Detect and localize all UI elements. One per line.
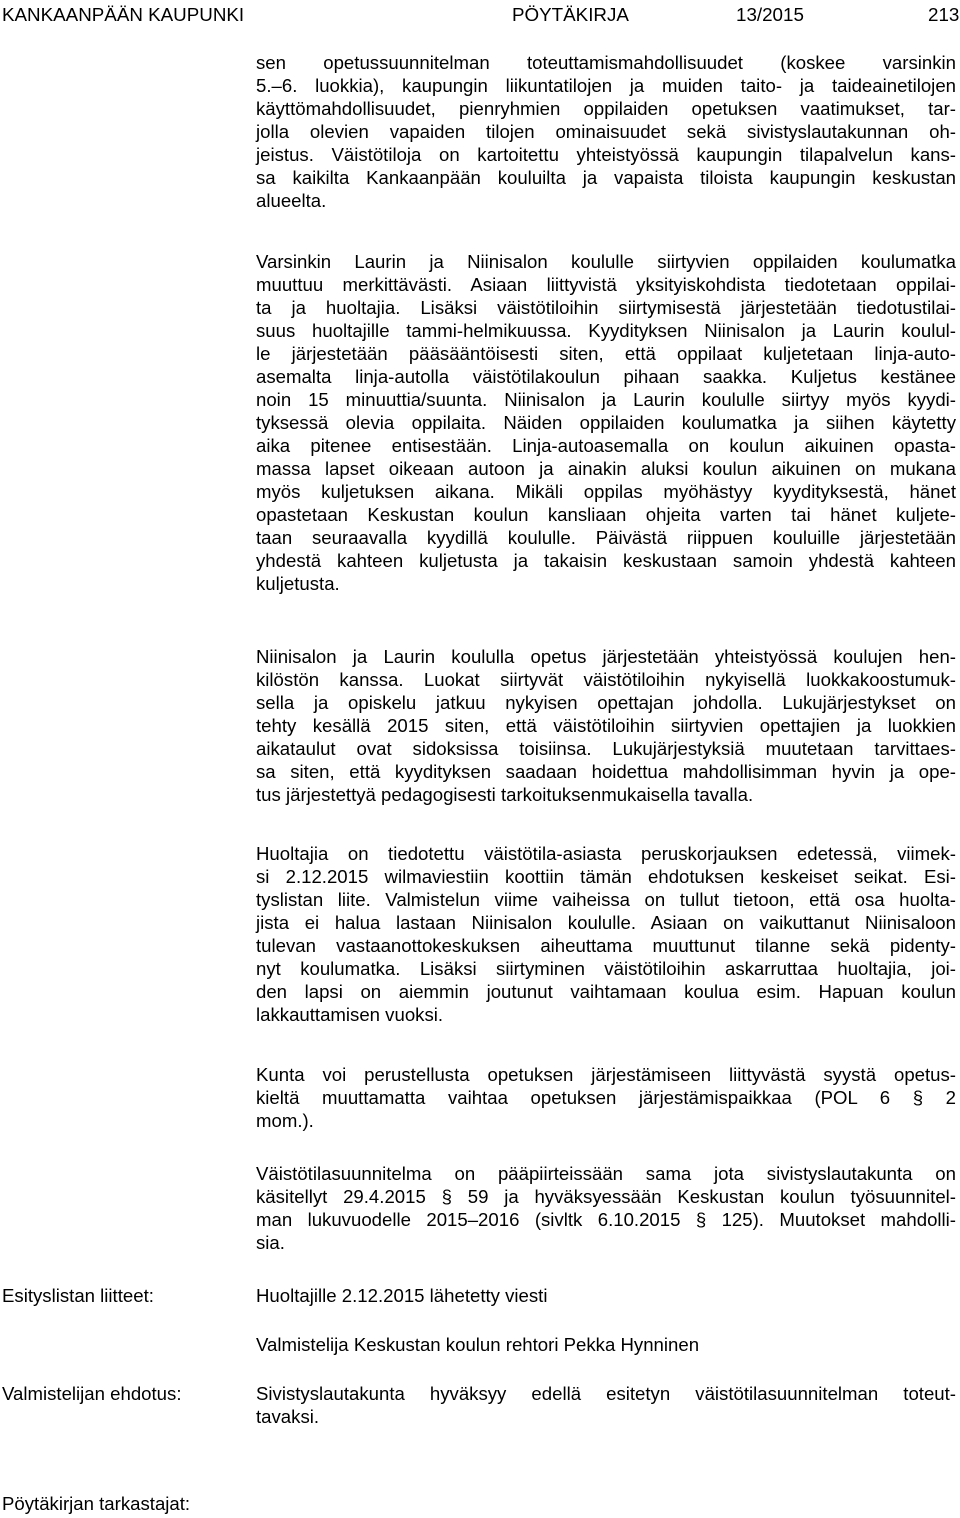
text-line: si 2.12.2015 wilmaviestiin koottiin tämän ehdotuksen keskeiset seikat. Esi- (256, 866, 956, 887)
text-line: taan seuraavalla kyydillä koululle. Päivästä riippuen kouluille järjestetään (256, 527, 956, 548)
paragraph-4 (256, 842, 956, 1026)
text-line: suus huoltajille tammi-helmikuussa. Kyydityksen Niinisalon ja Laurin koulul- (256, 320, 956, 341)
text-line: Kunta voi perustellusta opetuksen järjestämiseen liittyvästä syystä opetus- (256, 1064, 956, 1085)
paragraph-3 (256, 645, 956, 806)
text-line: kuljetusta. (256, 573, 340, 594)
text-line: ta ja huoltajia. Lisäksi väistötiloihin siirtymisestä järjestetään tiedotustilai- (256, 297, 956, 318)
text-line: sen opetussuunnitelman toteuttamismahdollisuudet (koskee varsinkin (256, 52, 956, 73)
text-line: kieltä muuttamatta vaihtaa opetuksen järjestämispaikkaa (POL 6 § 2 (256, 1087, 956, 1108)
attachment-item: Huoltajille 2.12.2015 lähetetty viesti (256, 1285, 548, 1306)
document-type: PÖYTÄKIRJA (512, 4, 629, 25)
text-line: tulevan vastaanottokeskuksen aiheuttama muuttunut tilanne sekä pidenty- (256, 935, 956, 956)
text-line: Huoltajia on tiedotettu väistötila-asiasta peruskorjauksen edetessä, viimek- (256, 843, 956, 864)
text-line: sia. (256, 1232, 285, 1253)
text-line: muuttuu merkittävästi. Asiaan liittyvistä yksityiskohdista tiedotetaan oppilai- (256, 274, 956, 295)
proposal-label: Valmistelijan ehdotus: (2, 1383, 182, 1404)
paragraph-5 (256, 1063, 956, 1132)
text-line: sella ja opiskelu jatkuu nykyisen opettajan johdolla. Lukujärjestykset on (256, 692, 956, 713)
text-line: käyttömahdollisuudet, pienryhmien oppilaiden opetuksen vaatimukset, tar- (256, 98, 956, 119)
minutes-checkers-label: Pöytäkirjan tarkastajat: (2, 1493, 191, 1514)
text-line: noin 15 minuuttia/suunta. Niinisalon ja Laurin koululle siirtyy myös kyydi- (256, 389, 956, 410)
text-line: aika pitenee entisestään. Linja-autoasemalla on koulun aikuinen opasta- (256, 435, 956, 456)
text-line: 5.–6. luokkia), kaupungin liikuntatilojen ja muiden taito- ja taideainetilojen (256, 75, 956, 96)
text-line: yhdestä kahteen kuljetusta ja takaisin keskustaan samoin yhdestä kahteen (256, 550, 956, 571)
text-line: tyslistan liite. Valmistelun viime vaiheissa on tullut tietoon, että osa huolta- (256, 889, 956, 910)
paragraph-2 (256, 250, 956, 595)
text-line: Niinisalon ja Laurin koululla opetus järjestetään yhteistyössä koulujen hen- (256, 646, 956, 667)
text-line: jeistus. Väistötiloja on kartoitettu yhteistyössä kaupungin tilapalvelun kans- (256, 144, 956, 165)
text-line: man lukuvuodelle 2015–2016 (sivltk 6.10.2015 § 125). Muutokset mahdolli- (256, 1209, 956, 1230)
proposal-section (256, 1382, 956, 1428)
text-line: tyksessä olevia oppilaita. Näiden oppilaiden koulumatka ja siihen käytetty (256, 412, 956, 433)
text-line: Sivistyslautakunta hyväksyy edellä esitetyn väistötilasuunnitelman toteut- (256, 1383, 956, 1404)
text-line: käsitellyt 29.4.2015 § 59 ja hyväksyessään Keskustan koulun työsuunnitel- (256, 1186, 956, 1207)
attachments-label: Esityslistan liitteet: (2, 1285, 154, 1306)
paragraph-1 (256, 51, 956, 212)
attachments-section (256, 1284, 956, 1307)
text-line: lakkauttamisen vuoksi. (256, 1004, 444, 1025)
text-line: tavaksi. (256, 1406, 320, 1427)
organization-name: KANKAANPÄÄN KAUPUNKI (2, 4, 245, 25)
text-line: sa siten, että kyydityksen saadaan hoidettua mahdollisimman hyvin ja ope- (256, 761, 956, 782)
text-line: Varsinkin Laurin ja Niinisalon koululle siirtyvien oppilaiden koulumatka (256, 251, 956, 272)
text-line: jolla olevien vapaiden tilojen ominaisuudet sekä sivistyslautakunnan oh- (256, 121, 956, 142)
text-line: nyt koulumatka. Lisäksi siirtyminen väistötiloihin askarruttaa huoltajia, joi- (256, 958, 956, 979)
text-line: alueelta. (256, 190, 327, 211)
text-line: den lapsi on aiemmin joutunut vaihtamaan koulua esim. Hapuan koulun (256, 981, 956, 1002)
preparer-section (256, 1333, 956, 1356)
page-header (0, 4, 960, 28)
document-number: 13/2015 (736, 4, 804, 25)
text-line: myös kuljetuksen aikana. Mikäli oppilas myöhästyy kyydityksestä, hänet (256, 481, 956, 502)
text-line: tehty kesällä 2015 siten, että väistötiloihin siirtyvien opettajien ja luokkien (256, 715, 956, 736)
text-line: massa lapset oikeaan autoon ja ainakin aluksi koulun aikuinen on mukana (256, 458, 956, 479)
text-line: opastetaan Keskustan koulun kansliaan ohjeita varten tai hänet kuljete- (256, 504, 956, 525)
text-line: aikataulut ovat sidoksissa toisiinsa. Lukujärjestyksiä muutetaan tarvittaes- (256, 738, 956, 759)
text-line: mom.). (256, 1110, 314, 1131)
page-number: 213 (928, 4, 960, 25)
text-line: sa kaikilta Kankaanpään kouluilta ja vapaista tiloista kaupungin keskustan (256, 167, 956, 188)
paragraph-6 (256, 1162, 956, 1254)
text-line: jista ei halua lastaan Niinisalon koululle. Asiaan on vaikuttanut Niinisaloon (256, 912, 956, 933)
text-line: kilöstön kanssa. Luokat siirtyvät väistötiloihin nykyisellä luokkakoostumuk- (256, 669, 956, 690)
text-line: le järjestetään pääsääntöisesti siten, että oppilaat kuljetetaan linja-auto- (256, 343, 956, 364)
preparer-text: Valmistelija Keskustan koulun rehtori Pekka Hynninen (256, 1334, 700, 1355)
text-line: Väistötilasuunnitelma on pääpiirteissään sama jota sivistyslautakunta on (256, 1163, 956, 1184)
text-line: asemalta linja-autolla väistötilakoulun pihaan saakka. Kuljetus kestänee (256, 366, 956, 387)
text-line: tus järjestettyä pedagogisesti tarkoituksenmukaisella tavalla. (256, 784, 754, 805)
